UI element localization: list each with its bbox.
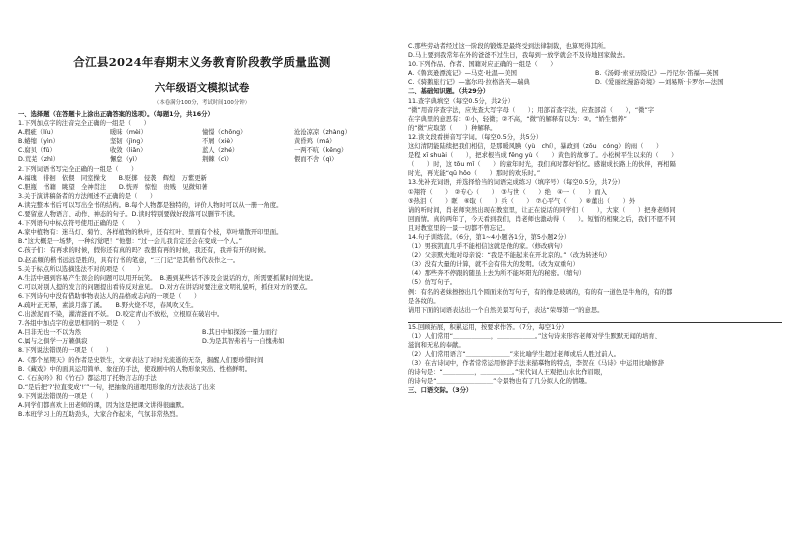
question-line: 15.回顾拓展，积累运用，按要求作答。（7分，每空1分） [408,323,568,331]
option-text: 懈怠（yì） [110,156,141,164]
question-line: B.本班学习上的互助劲头，大家合作起来，气氛非常热烈。 [18,411,182,419]
option-text: C.腐贝（fǔ） [18,147,56,155]
question-line: A.家中植物有：迷马灯、菊竹、各样植物的秋叶，还有红叶、里面有个枝，草叶墩散开印里面。 [18,229,283,237]
question-line: A.《那个星期天》的作者是史铁生，文章表达了对时光流逝的无奈，掘醒人们要珍惜时间 [18,356,264,364]
option-row [408,78,782,87]
option-text: B.其日中如探汤一量力而行 [202,329,278,337]
question-line: 是程 xī shuài（ ），把求根当成 fēng yù（ ）黄色的故事了。小松树平生以来的（ ） [408,152,678,160]
section-heading: 二、基础知识题。（共29分） [408,88,490,96]
option-text: 偎而不舍（qì） [294,156,338,164]
question-line: （1）男孩凯直几乎不能相信这就是他的家。（修改病句） [408,243,567,251]
question-line: 10.下列作品、作者、国籍对应正确的一组是（ ） [408,61,557,69]
question-line: 11.查字典填空（每空0.5分，共2分） [408,97,514,105]
section-heading: 三、口语交际。（3分） [408,387,473,395]
question-line: A.读完整本书后可以写出全书的结构。B.每个人物都是独特的，评价人物时可以从一册一角度。 [18,201,283,209]
question-line: D.马上要到我常年在外的爸爸不过生日，我每到一放学就会不及待地回家做去。 [408,52,629,60]
option-text: A.《鲁宾逊漂流记》—马克·吐温—美国 [408,70,517,78]
question-line: 6.下列诗句中没有借助事物表达人的品格或志向的一项是（ ） [18,292,201,300]
question-line: D.赵孟頫的楷书远远是胜的，具有行书的笔意，“三门记”是其楷书代表作之一。 [18,256,240,264]
question-line: 7.各组中加点字的意思相同的一项是（ ） [18,320,144,328]
question-line: ⑤热泪（ ）眶 ⑥取（ ）兵（ ） ⑦心平气（ ）⑧董出（ ）外 [408,197,636,205]
question-line: A.疏叶正无幂，素淡月落了溪。 B.野火烧不尽，春风吹又生。 [18,301,198,309]
option-row [18,155,386,164]
question-line: 的诗句是“＿＿＿＿＿＿＿＿＿”令景物也有了几分拟人化的情趣。 [408,378,591,386]
question-line: 回面情。真的两年了，今天看到我们，肖老师也激动得（ ）。短暂的相聚之后，我们不愿不同 [408,215,676,223]
left-column [18,0,386,560]
question-line: （2）人们常用语言“＿＿＿＿＿＿＿”来比喻学生超过老师或后人胜过前人。 [408,351,621,359]
question-line: （2）父亲默夫地对母亲说：“我是不能起来在开北京的。”（改为转述句） [408,252,611,260]
exam-subtitle: 六年级语文模拟试卷 [154,82,250,94]
exam-header [18,54,386,106]
question-line: 是各纹的。 [408,297,440,305]
question-line: 14.句子训练营。（6分，第1~4小题各1分，第5小题2分） [408,233,571,241]
question-line: C.要留意人物语言、动作、神态的句子。D.读时特别要做好段落可以删节不读。 [18,211,240,219]
question-line: 且对教室里的一景一切都不曾忘记。 [408,224,509,232]
question-line: （1）人们常用“＿＿＿＿＿＿，＿＿＿＿＿＿。”这句诗来形容老师对学生默默无闻的培育、 [408,332,661,340]
question-line: C.出淤泥而不染，濯清涟而不妖。 D.咬定青山不放松，立根原在破岩中。 [18,311,224,319]
option-text: D.为是其智弗若与一自愧弗如 [202,338,285,346]
question-line: C.那些劳动者经过这一阶段的锻炼是最终受到法律制裁，也算死得其所。 [408,43,610,50]
option-text: C.《骑鹅旅行记》—塞尔玛·拉格洛芙—瑞典 [408,79,530,87]
question-line: C.胆瓶 书籍 眺望 全神贯注 D.恍弄 惊惶 贵贱 见微知著 [18,183,208,191]
section-heading: 一、选择题（在答题卡上涂出正确答案的选项）。（每题1分，共16分） [18,111,214,118]
question-line: 时光，再光能“qū hōo（ ）那时的欢乐时。” [408,170,541,178]
question-line: “微”用音序查字法，应先查大写字母（ ）；用部首查字法，应查部首（ ），“微”字 [408,106,655,114]
question-line: 请的听时间，肖老师突然出现在教室里，让正在说话的同学们（ ），大家（ ）把身老师同 [408,206,676,214]
option-text: B.蜷缩（yìn） [18,138,59,146]
question-line: C.《石灰吟》和《竹石》都运用了托物言志的手法 [18,374,157,382]
question-line: A.福瑰 徘徊 依偎 同室操戈 B.贬掷 侵袭 辉煌 万紫更新 [18,174,207,182]
question-line: 在字典里的意思有：①小，轻微；②不高，“微”的解释有以为：②。“娇生惯养” [408,115,627,123]
question-line: C.孩子们：有再求的时候，假你还有真的吗？我想有再的时候，我还有，我并有开的时候。 [18,247,270,255]
question-line: 3.关于演讲稿备者的方法阐述不正确的是（ ） [18,192,157,200]
question-line: 的诗句是：“＿＿＿＿＿，＿＿＿＿＿。”宋代词人王观把山水比作眉眼， [408,369,607,377]
question-line: 13.先补充词语，并选择恰当的词语完成练习（填序号）（每空0.5分，共7分） [408,179,625,187]
question-line: 这幻清阴能陆续把我们相信，是那暖风腆（yù chí），暴政到（zōu cóng）的雨（ ） [408,143,663,151]
option-row [18,137,386,146]
option-text: 憧憬（chōng） [202,129,247,137]
option-text: 荆棘（cì） [202,156,233,164]
question-line: 9.下列说法错误的一项是（ ） [18,392,113,400]
question-line: 1.下列加点字的注音完全正确的一组是（ ） [18,120,150,128]
left-question-list [18,110,386,419]
option-row [18,328,386,337]
right-column [408,0,782,560]
question-line: 滋润和无私的奉献。 [408,342,465,349]
option-row [18,146,386,155]
option-row [18,128,386,137]
option-text: 黄昏鸡（má） [294,138,336,146]
question-line: 12.读文段看拼音写字词。（每空0.5分，共5分） [408,133,543,141]
question-line: A.同学们都喜欢上田老师的课，因为这是把课文讲得很幽默。 [18,402,188,409]
option-text: 沧沧凉凉（zhàng） [294,129,351,137]
question-line: （ ）时，这 tōu mǐ（ ）的童年时光，我们真时都好怕忆。感谢成长路上的伙伴，再相隔 [408,161,676,169]
option-text: 一两不吭（kēng） [294,147,348,155]
option-text: 暖昧（mèi） [110,129,147,137]
option-text: C.属与之俱学一万籁俱寂 [18,338,88,346]
option-row [18,337,386,346]
option-text: A.瑕疵（líu） [18,129,57,137]
question-line: A.生活中遇到容易产生误会的问题可以用开玩笑。 B.遇到某些话不涉及会说话的方，所需要抓紧时间先说。 [18,274,318,282]
question-line: 的“微”应取第（ ）种解释。 [408,124,497,132]
question-line: 请用下面的词语表达出一个自然美景写句子，表达“荣辱第一”的意思。 [408,306,604,314]
option-text: 坚韧（jìng） [110,138,147,146]
answer-line [408,315,782,323]
question-line: B.“这大概是一场梦，一种幻觉吧！”他想：“过一会儿我肯定还会在变成一个人。” [18,238,243,246]
question-line: ①翔符（ ） ②专心（ ） ③与世（ ）绝 ④一（ ）而入 [408,188,607,196]
option-text: 不屑（xiè） [202,138,237,146]
option-text: 蓝人（zhé） [202,147,239,155]
question-line: （4）那些奔不停跟的随虽上去为所不能坏阳光的秘密。（缩句） [408,270,586,278]
option-text: D.荒芜（zhì） [18,156,60,164]
question-line: D.“是后把‘?’拉直变成‘!’”一句，把抽象的道理用形象的方法表达了出来 [18,383,216,391]
option-text: B.《汤姆·索亚历险记》—丹尼尔·笛福—英国 [595,70,719,78]
question-line: （5）仿写句子。 [408,279,457,287]
question-line: （3）没有大量的计算，就不会有伟大的发明。（改为双重句） [408,261,579,269]
option-row [408,69,782,78]
question-line: 2.下列词语书写完全正确的一组是（ ） [18,165,138,173]
question-line: 8.下列说法错误的一项是（ ） [18,347,113,355]
question-line: 例：有名的老妹擦擦出几个圆面来仿写句子，有的像是玻璃的，有的有一道色是牛角的，有的都 [408,288,673,296]
exam-title: 合江县2024年春期末义务教育阶段教学质量监测 [73,55,331,69]
question-line: 4.下列语句中标点符号使用正确的是（ ） [18,220,144,228]
right-question-list [408,42,782,396]
question-line: 5.关于标点所以选摘选法不对的项是（ ） [18,265,144,273]
option-text: A.目非无也一不以为然 [18,329,81,337]
question-line: B.《藏戏》中的面具运用简单、象征的手法，使戏剧中的人物形象突出、性格鲜明。 [18,365,252,373]
exam-note: （本卷满分100分，考试时间100分钟） [153,100,251,106]
question-line: （3）在古诗词中，作者常常运用修辞手法来描摹物的特点，李贺在《马诗》中运用比喻修辞 [408,360,664,368]
question-line: C.可以对别人提的发言的问题提出看待反对意见。 D.对方在讲话时要注意文明礼貌听，抓住对方的要点。 [18,283,312,291]
option-text: 收敛（liǎn） [110,147,147,155]
option-text: D.《爱丽丝漫游奇境》—刘易斯·卡罗尔—法国 [595,79,724,87]
